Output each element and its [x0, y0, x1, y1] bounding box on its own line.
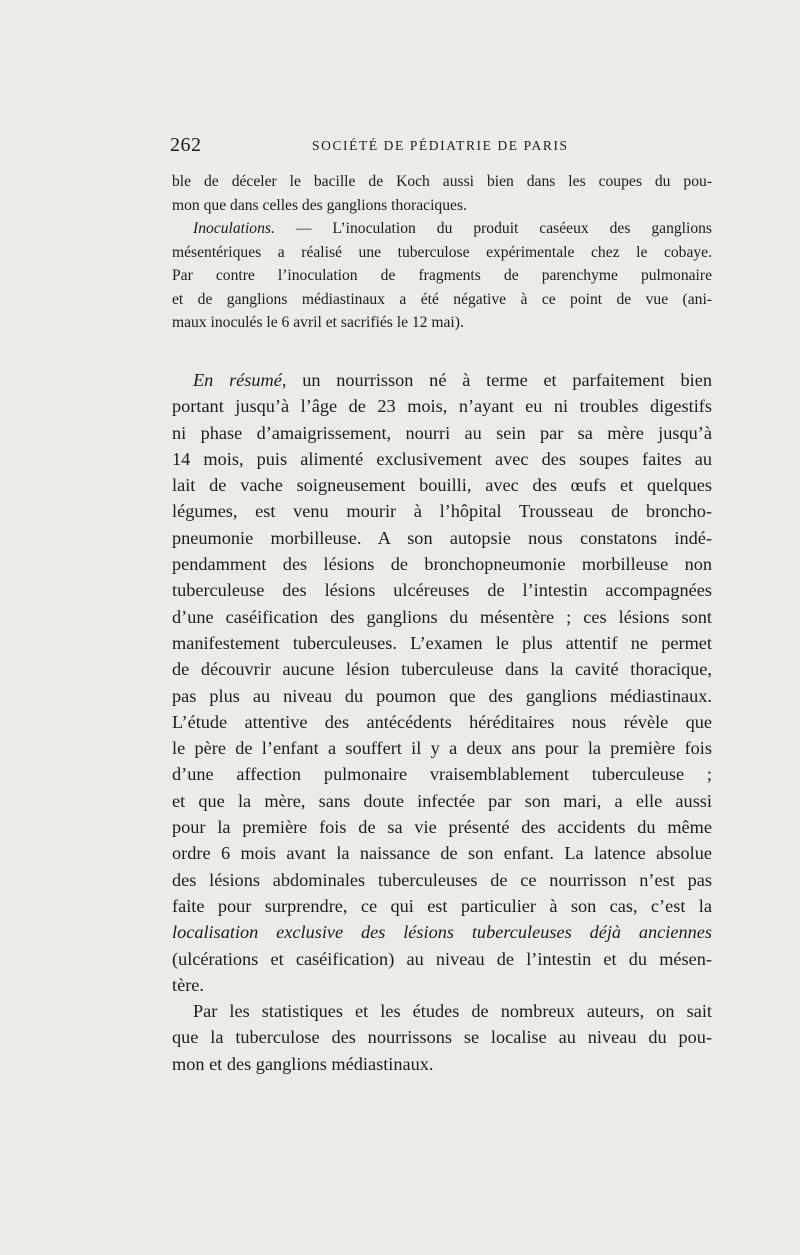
text-line: [172, 919, 712, 945]
page-header: [170, 134, 710, 158]
section-label: Inoculations.: [193, 220, 275, 237]
text-line: Par les statistiques et les études de nombreux auteurs, on sait: [193, 1001, 712, 1022]
text-line: d’une caséification des ganglions du mésentère ; ces lésions sont: [172, 606, 712, 627]
text-line: maux inoculés le 6 avril et sacrifiés le 12 mai).: [172, 314, 464, 331]
text-line: tère.: [172, 974, 204, 995]
text-line: [172, 367, 712, 393]
summary-label: En résumé,: [193, 370, 287, 390]
italic-phrase: déjà anciennes: [589, 922, 712, 943]
paragraph-observations: [172, 170, 712, 335]
text-line: légumes, est venu mourir à l’hôpital Trousseau de broncho-: [172, 501, 712, 522]
paragraph-summary: [172, 367, 712, 1077]
text-line: [172, 217, 712, 241]
text-line: pour la première fois de sa vie présenté des accidents du même: [172, 817, 712, 838]
text-line: pas plus au niveau du poumon que des ganglions médiastinaux.: [172, 685, 712, 706]
text-line: mon et des ganglions médiastinaux.: [172, 1053, 434, 1074]
text-line: mésentériques a réalisé une tuberculose expérimentale chez le cobaye.: [172, 243, 712, 261]
text-line: portant jusqu’à l’âge de 23 mois, n’ayant eu ni troubles digestifs: [172, 396, 712, 417]
text-line: pneumonie morbilleuse. A son autopsie nous constatons indé-: [172, 527, 712, 548]
running-head: SOCIÉTÉ DE PÉDIATRIE DE PARIS: [312, 138, 569, 153]
text-line: le père de l’enfant a souffert il y a deux ans pour la première fois: [172, 738, 712, 759]
text-line: et de ganglions médiastinaux a été négative à ce point de vue (ani-: [172, 290, 712, 308]
text-line: de découvrir aucune lésion tuberculeuse dans la cavité thoracique,: [172, 659, 712, 680]
text-line: Par contre l’inoculation de fragments de parenchyme pulmonaire: [172, 267, 712, 284]
text-line: mon que dans celles des ganglions thoraciques.: [172, 196, 467, 214]
text-line: faite pour surprendre, ce qui est particulier à son cas, c’est la: [172, 895, 712, 916]
page-number: 262: [170, 134, 202, 156]
text-fragment: — L’inoculation du produit caséeux des ganglions: [295, 220, 712, 237]
text-line: L’étude attentive des antécédents héréditaires nous révèle que: [172, 711, 712, 732]
text-line: (ulcérations et caséification) au niveau de l’intestin et du mésen-: [172, 948, 712, 969]
text-line: ble de déceler le bacille de Koch aussi bien dans les coupes du pou-: [172, 173, 712, 190]
text-line: ordre 6 mois avant la naissance de son enfant. La latence absolue: [172, 843, 712, 864]
text-line: manifestement tuberculeuses. L’examen le plus attentif ne permet: [172, 632, 712, 653]
text-line: ni phase d’amaigrissement, nourri au sein par sa mère jusqu’à: [172, 422, 712, 443]
text-fragment: un nourrisson né à terme et parfaitement bien: [302, 370, 712, 390]
text-line: lait de vache soigneusement bouilli, avec des œufs et quelques: [172, 475, 712, 496]
text-line: d’une affection pulmonaire vraisemblablement tuberculeuse ;: [172, 764, 712, 785]
text-line: que la tuberculose des nourrissons se localise au niveau du pou-: [172, 1027, 712, 1048]
text-line: pendamment des lésions de bronchopneumonie morbilleuse non: [172, 554, 712, 575]
text-line: et que la mère, sans doute infectée par son mari, a elle aussi: [172, 790, 712, 811]
italic-phrase: localisation exclusive des lésions tuberculeuses: [172, 922, 572, 943]
text-line: 14 mois, puis alimenté exclusivement avec des soupes faites au: [172, 448, 712, 469]
text-line: des lésions abdominales tuberculeuses de ce nourrisson n’est pas: [172, 869, 712, 890]
text-line: tuberculeuse des lésions ulcéreuses de l’intestin accompagnées: [172, 580, 712, 601]
